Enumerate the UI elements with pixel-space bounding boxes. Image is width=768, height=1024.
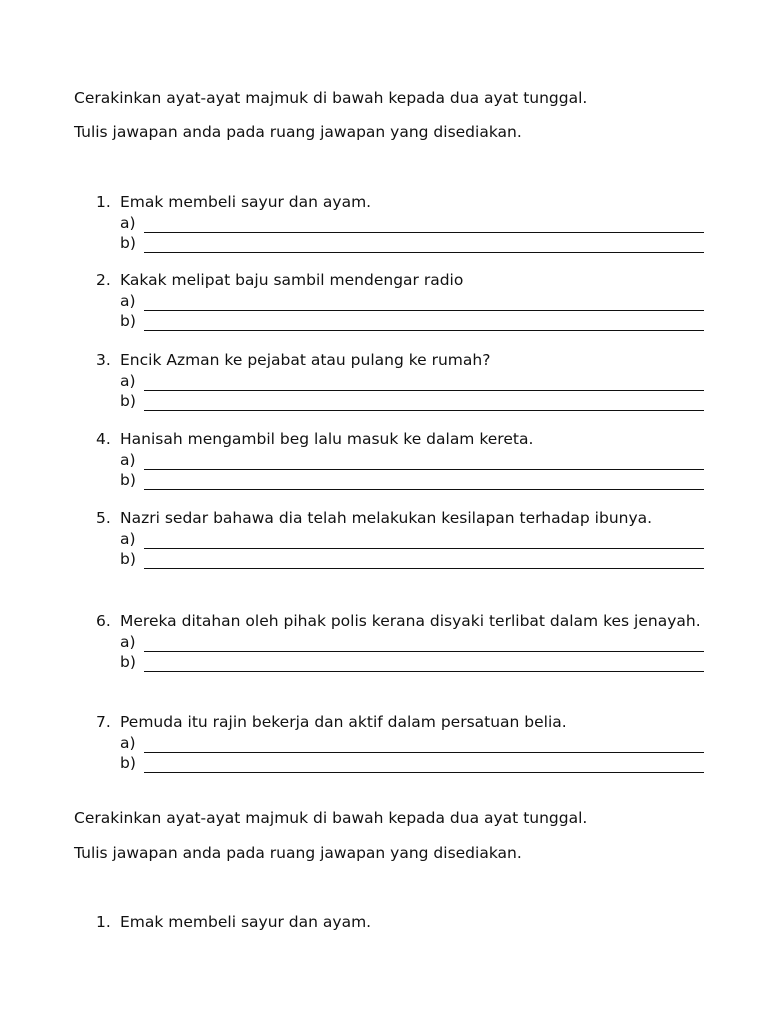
question-2 — [96, 269, 716, 331]
answer-line-b[interactable] — [144, 474, 704, 490]
answer-line-b[interactable] — [144, 553, 704, 569]
question-text: Mereka ditahan oleh pihak polis kerana disyaki terlibat dalam kes jenayah. — [120, 612, 701, 630]
answer-b — [120, 652, 716, 672]
answer-b — [120, 311, 716, 331]
question-1-repeat — [96, 911, 716, 933]
instruction-line-1-repeat: Cerakinkan ayat-ayat majmuk di bawah kepada dua ayat tunggal. — [74, 809, 588, 827]
question-text: Emak membeli sayur dan ayam. — [120, 913, 372, 931]
answer-label-a: a) — [120, 372, 136, 390]
answer-b — [120, 233, 716, 253]
answer-label-b: b) — [120, 471, 136, 489]
answer-a — [120, 450, 716, 470]
answer-label-a: a) — [120, 451, 136, 469]
question-text: Kakak melipat baju sambil mendengar radio — [120, 271, 464, 289]
answer-a — [120, 733, 716, 753]
answer-line-a[interactable] — [144, 454, 704, 470]
answer-line-b[interactable] — [144, 757, 704, 773]
answer-line-b[interactable] — [144, 315, 704, 331]
question-number: 4. — [96, 430, 111, 448]
answer-line-b[interactable] — [144, 395, 704, 411]
answer-label-b: b) — [120, 754, 136, 772]
answer-line-a[interactable] — [144, 375, 704, 391]
question-number: 2. — [96, 271, 111, 289]
question-6 — [96, 610, 716, 672]
instruction-line-2: Tulis jawapan anda pada ruang jawapan yang disediakan. — [74, 123, 522, 141]
question-number: 1. — [96, 913, 111, 931]
answer-label-a: a) — [120, 214, 136, 232]
answer-label-b: b) — [120, 550, 136, 568]
answer-b — [120, 391, 716, 411]
answer-label-a: a) — [120, 530, 136, 548]
answer-label-b: b) — [120, 653, 136, 671]
answer-label-b: b) — [120, 392, 136, 410]
question-4 — [96, 428, 716, 490]
answer-label-a: a) — [120, 734, 136, 752]
answer-label-a: a) — [120, 292, 136, 310]
question-text: Nazri sedar bahawa dia telah melakukan kesilapan terhadap ibunya. — [120, 509, 653, 527]
answer-a — [120, 529, 716, 549]
instruction-line-1: Cerakinkan ayat-ayat majmuk di bawah kepada dua ayat tunggal. — [74, 89, 588, 107]
question-number: 6. — [96, 612, 111, 630]
answer-line-b[interactable] — [144, 237, 704, 253]
question-number: 7. — [96, 713, 111, 731]
answer-line-a[interactable] — [144, 533, 704, 549]
answer-a — [120, 213, 716, 233]
answer-a — [120, 371, 716, 391]
question-3 — [96, 349, 716, 411]
question-text: Hanisah mengambil beg lalu masuk ke dalam kereta. — [120, 430, 534, 448]
answer-label-b: b) — [120, 312, 136, 330]
question-7 — [96, 711, 716, 773]
question-number: 1. — [96, 193, 111, 211]
answer-label-a: a) — [120, 633, 136, 651]
question-text: Encik Azman ke pejabat atau pulang ke rumah? — [120, 351, 491, 369]
answer-label-b: b) — [120, 234, 136, 252]
answer-a — [120, 632, 716, 652]
answer-line-a[interactable] — [144, 217, 704, 233]
question-text: Pemuda itu rajin bekerja dan aktif dalam persatuan belia. — [120, 713, 567, 731]
question-text: Emak membeli sayur dan ayam. — [120, 193, 372, 211]
question-5 — [96, 507, 716, 569]
answer-a — [120, 291, 716, 311]
instruction-line-2-repeat: Tulis jawapan anda pada ruang jawapan yang disediakan. — [74, 844, 522, 862]
answer-b — [120, 470, 716, 490]
question-number: 5. — [96, 509, 111, 527]
answer-line-a[interactable] — [144, 737, 704, 753]
answer-b — [120, 753, 716, 773]
answer-line-b[interactable] — [144, 656, 704, 672]
answer-line-a[interactable] — [144, 295, 704, 311]
question-number: 3. — [96, 351, 111, 369]
answer-line-a[interactable] — [144, 636, 704, 652]
answer-b — [120, 549, 716, 569]
question-1 — [96, 191, 716, 253]
